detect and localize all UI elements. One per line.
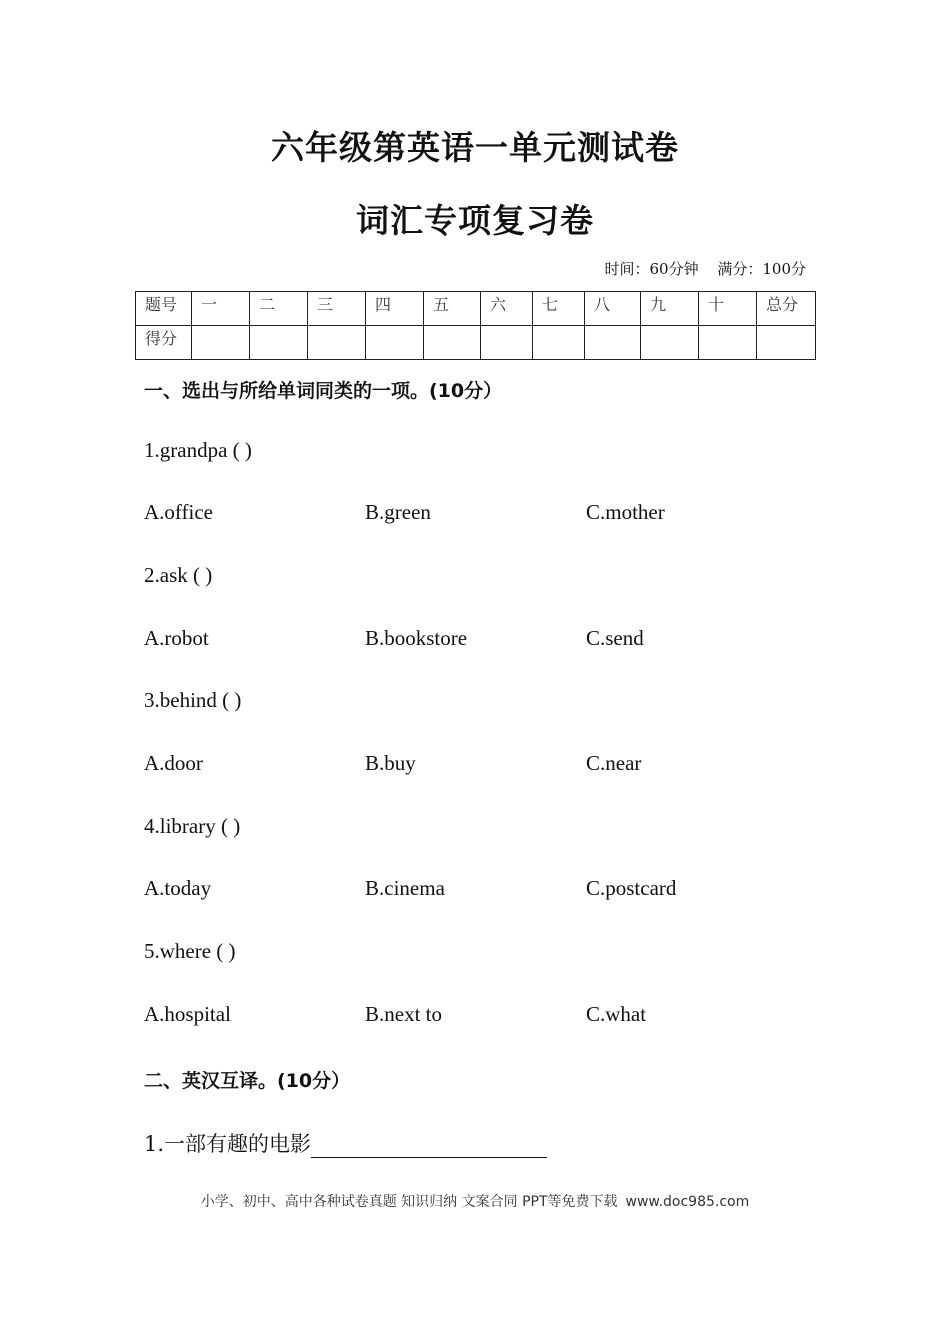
table-cell: 二	[250, 292, 308, 326]
question-3-option-c: C.near	[586, 751, 642, 775]
table-cell: 三	[308, 292, 366, 326]
table-cell: 得分	[136, 326, 192, 360]
time-limit: 时间：60分钟	[604, 260, 699, 278]
question-5-stem: 5.where ( )	[144, 939, 236, 963]
question-4-option-a: A.today	[144, 876, 212, 900]
exam-meta	[590, 258, 806, 279]
question-1-stem: 1.grandpa ( )	[144, 438, 252, 462]
score-cell[interactable]	[192, 326, 250, 360]
question-2-option-a: A.robot	[144, 626, 209, 650]
table-cell: 七	[533, 292, 585, 326]
score-table	[135, 291, 816, 360]
score-cell[interactable]	[308, 326, 366, 360]
score-cell[interactable]	[641, 326, 699, 360]
score-table-header-row	[136, 292, 816, 326]
table-cell: 八	[585, 292, 641, 326]
footer-text: 小学、初中、高中各种试卷真题 知识归纳 文案合同 PPT等免费下载	[200, 1194, 618, 1210]
question-3-option-b: B.buy	[365, 751, 416, 775]
score-cell[interactable]	[481, 326, 533, 360]
question-4-stem: 4.library ( )	[144, 814, 241, 838]
section-1-heading: 一、选出与所给单词同类的一项。(10分）	[144, 380, 503, 402]
exam-title: 六年级第英语一单元测试卷	[271, 128, 679, 167]
table-cell: 四	[366, 292, 424, 326]
score-cell[interactable]	[757, 326, 816, 360]
table-cell: 十	[699, 292, 757, 326]
table-cell: 五	[424, 292, 481, 326]
score-cell[interactable]	[585, 326, 641, 360]
section-2-heading: 二、英汉互译。(10分）	[144, 1070, 351, 1092]
table-cell: 题号	[136, 292, 192, 326]
question-3-stem: 3.behind ( )	[144, 688, 242, 712]
table-cell: 六	[481, 292, 533, 326]
translation-item-1	[144, 1128, 547, 1158]
question-2-stem: 2.ask ( )	[144, 563, 213, 587]
table-cell: 一	[192, 292, 250, 326]
question-2-option-b: B.bookstore	[365, 626, 468, 650]
exam-subtitle: 词汇专项复习卷	[356, 201, 594, 240]
score-table-score-row	[136, 326, 816, 360]
question-5-option-c: C.what	[586, 1002, 647, 1026]
question-1-option-a: A.office	[144, 500, 213, 524]
score-cell[interactable]	[533, 326, 585, 360]
question-4-option-c: C.postcard	[586, 876, 677, 900]
score-cell[interactable]	[250, 326, 308, 360]
question-2-option-c: C.send	[586, 626, 644, 650]
score-cell[interactable]	[699, 326, 757, 360]
question-1-option-b: B.green	[365, 500, 431, 524]
question-5-option-a: A.hospital	[144, 1002, 231, 1026]
question-1-option-c: C.mother	[586, 500, 665, 524]
question-3-option-a: A.door	[144, 751, 203, 775]
footer-site-link[interactable]: www.doc985.com	[625, 1194, 750, 1210]
score-cell[interactable]	[366, 326, 424, 360]
full-score: 满分：100分	[717, 260, 806, 278]
score-cell[interactable]	[424, 326, 481, 360]
question-4-option-b: B.cinema	[365, 876, 445, 900]
question-5-option-b: B.next to	[365, 1002, 442, 1026]
answer-blank[interactable]	[311, 1135, 547, 1158]
page-footer	[0, 1191, 950, 1211]
table-cell: 总分	[757, 292, 816, 326]
translation-item-1-text: 1.一部有趣的电影	[144, 1132, 312, 1156]
table-cell: 九	[641, 292, 699, 326]
